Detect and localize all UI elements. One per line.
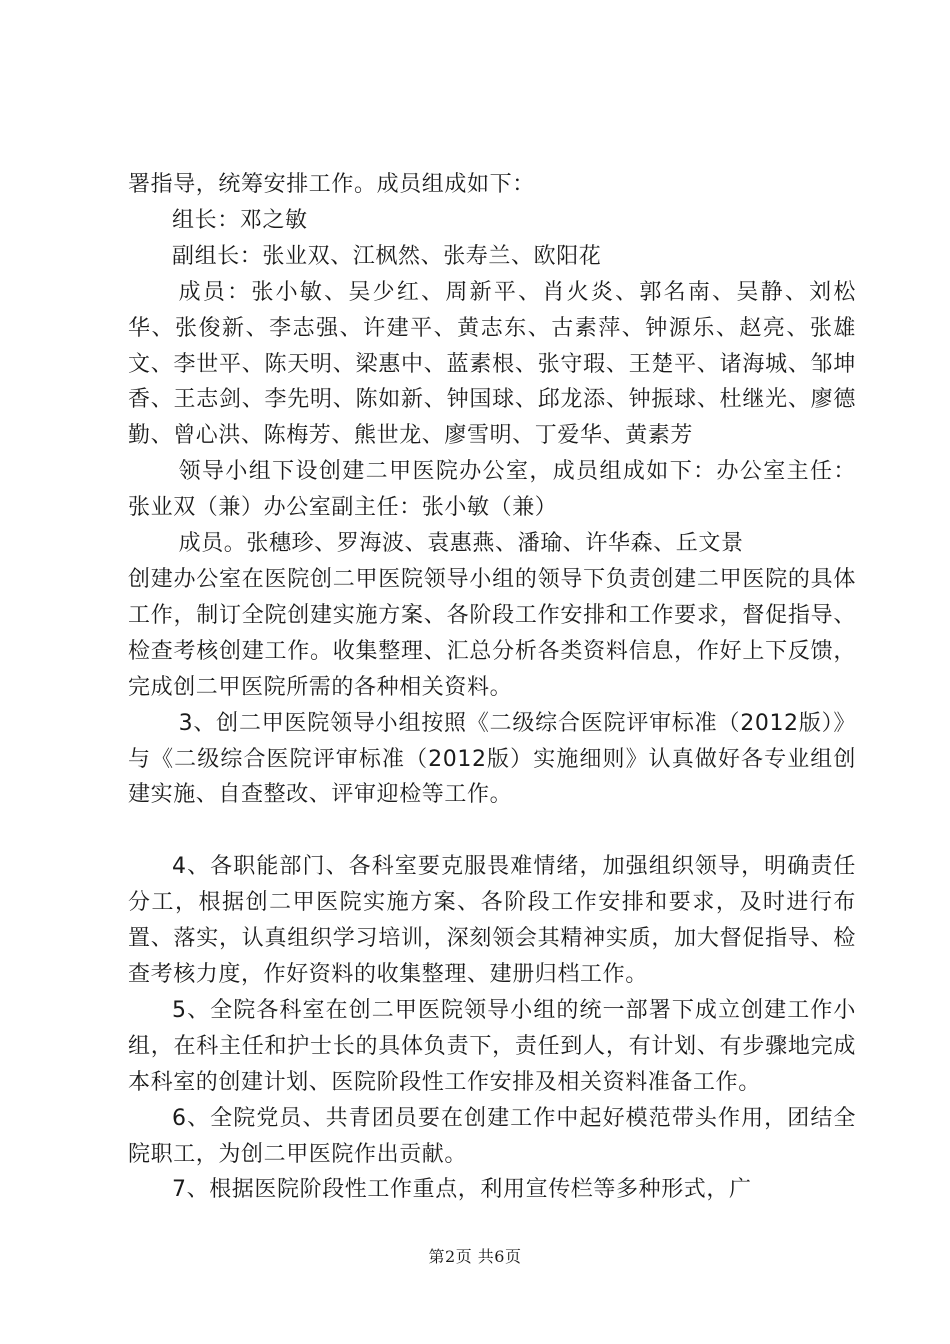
document-body (128, 167, 856, 1208)
paragraph-office: 领导小组下设创建二甲医院办公室，成员组成如下：办公室主任：张业双（兼）办公室副主任：张小敏（兼） (128, 459, 856, 521)
paragraph-spacer (128, 813, 856, 849)
paragraph-leader: 组长：邓之敏 (172, 207, 308, 233)
paragraph-continuation: 署指导，统筹安排工作。成员组成如下： (128, 172, 535, 197)
paragraph-item-4: 4、各职能部门、各科室要克服畏难情绪，加强组织领导，明确责任分工，根据创二甲医院实施方案、各阶段工作安排和要求，及时进行布置、落实，认真组织学习培训，深刻领会其精神实质，加大督促指导、检查考核力度，作好资料的收集整理、建册归档工作。 (128, 854, 856, 988)
paragraph-item-3: 3、创二甲医院领导小组按照《二级综合医院评审标准（2012版）》与《二级综合医院评审标准（2012版）实施细则》认真做好各专业组创建实施、自查整改、评审迎检等工作。 (128, 710, 856, 808)
paragraph-item-7: 7、根据医院阶段性工作重点，利用宣传栏等多种形式，广 (172, 1177, 752, 1203)
paragraph-item-6: 6、全院党员、共青团员要在创建工作中起好模范带头作用，团结全院职工，为创二甲医院作出贡献。 (128, 1105, 856, 1167)
paragraph-office-duties: 创建办公室在医院创二甲医院领导小组的领导下负责创建二甲医院的具体工作，制订全院创建实施方案、各阶段工作安排和工作要求，督促指导、检查考核创建工作。收集整理、汇总分析各类资料信息，作好上下反馈，完成创二甲医院所需的各种相关资料。 (128, 566, 856, 700)
page-footer: 第2页 共6页 (428, 1247, 522, 1266)
paragraph-item-5: 5、全院各科室在创二甲医院领导小组的统一部署下成立创建工作小组，在科主任和护士长的具体负责下，责任到人，有计划、有步骤地完成本科室的创建计划、医院阶段性工作安排及相关资料准备工作。 (128, 997, 856, 1095)
paragraph-deputy-leaders: 副组长：张业双、江枫然、张寿兰、欧阳花 (172, 243, 602, 269)
paragraph-members: 成员：张小敏、吴少红、周新平、肖火炎、郭名南、吴静、刘松华、张俊新、李志强、许建平、黄志东、古素萍、钟源乐、赵亮、张雄文、李世平、陈天明、梁惠中、蓝素根、张守瑕、王楚平、诸海城、邹坤香、王志剑、李先明、陈如新、钟国球、邱龙添、钟振球、杜继光、廖德勤、曾心洪、陈梅芳、熊世龙、廖雪明、丁爱华、黄素芳 (128, 279, 856, 449)
paragraph-office-members: 成员。张穗珍、罗海波、袁惠燕、潘瑜、许华森、丘文景 (178, 531, 744, 557)
